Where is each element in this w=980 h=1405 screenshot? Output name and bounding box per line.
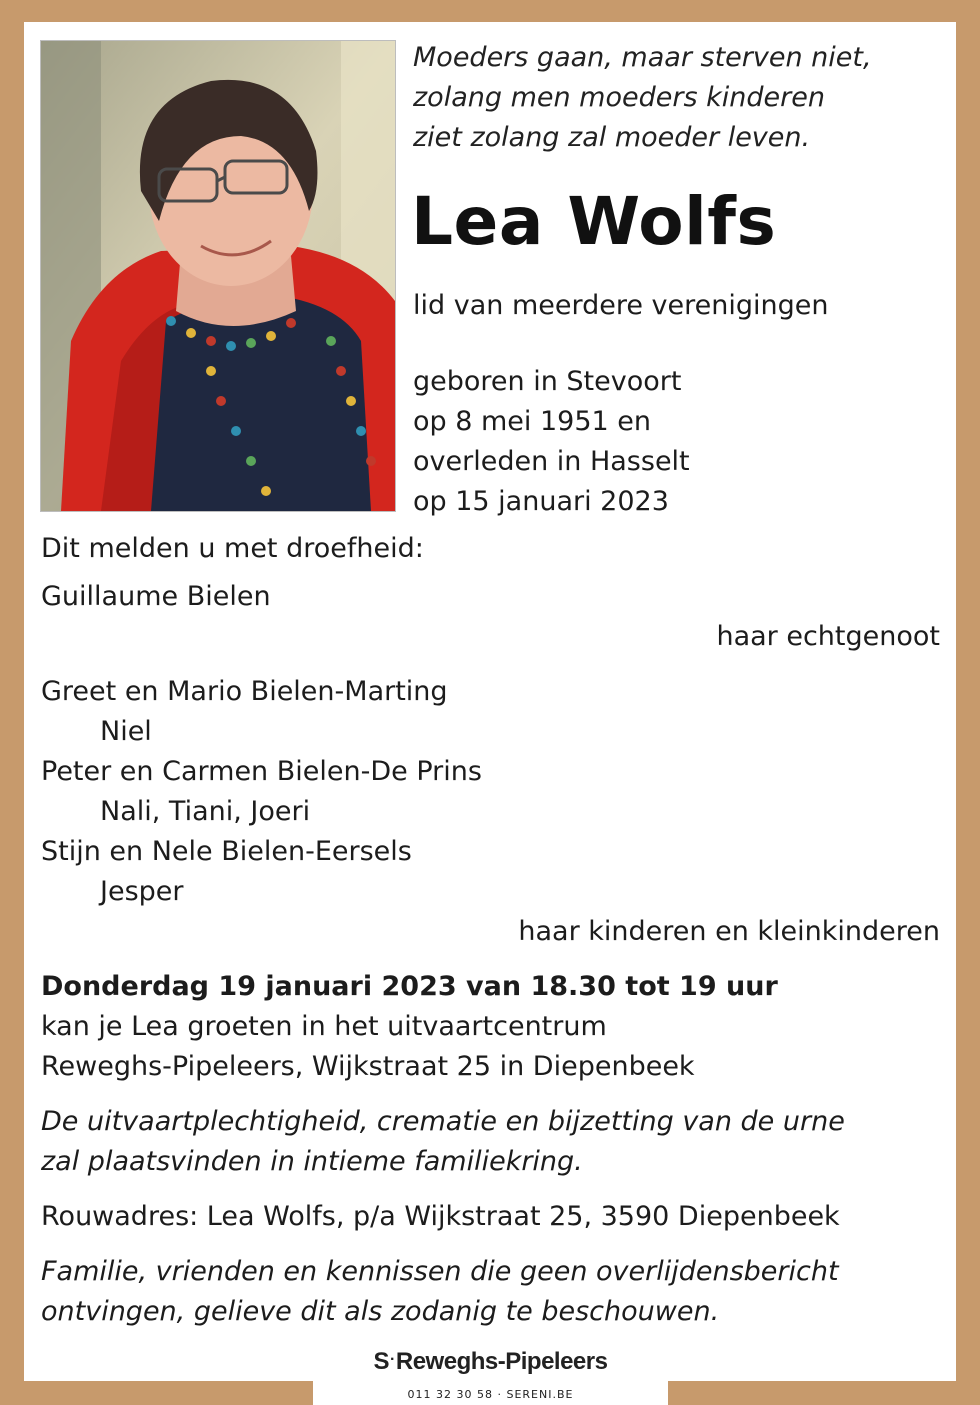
birth-place: geboren in Stevoort (413, 366, 682, 397)
portrait-illustration (41, 41, 395, 511)
quote-line-1: Moeders gaan, maar sterven niet, (413, 42, 872, 73)
child-3-parents: Stijn en Nele Bielen-Eersels (41, 836, 412, 867)
portrait-photo (40, 40, 396, 512)
visitation-datetime: Donderdag 19 januari 2023 van 18.30 tot 19 uur (41, 971, 778, 1002)
child-1-grandchildren: Niel (100, 716, 152, 747)
ceremony-line-1: De uitvaartplechtigheid, crematie en bijzetting van de urne (41, 1106, 845, 1137)
notice-line-1: Familie, vrienden en kennissen die geen overlijdensbericht (41, 1256, 839, 1287)
child-2-parents: Peter en Carmen Bielen-De Prins (41, 756, 482, 787)
birth-date: op 8 mei 1951 en (413, 406, 652, 437)
death-place: overleden in Hasselt (413, 446, 690, 477)
visitation-line-3: Reweghs-Pipeleers, Wijkstraat 25 in Diepenbeek (41, 1051, 695, 1082)
logo-name: Reweghs-Pipeleers (395, 1348, 608, 1375)
spouse-relation: haar echtgenoot (716, 621, 940, 652)
quote-line-3: ziet zolang zal moeder leven. (413, 122, 811, 153)
logo-dot-icon: · (390, 1351, 395, 1368)
deceased-description: lid van meerdere verenigingen (413, 290, 829, 321)
funeral-home-contact: 011 32 30 58 · SERENI.BE (407, 1388, 574, 1401)
announcement-intro: Dit melden u met droefheid: (41, 533, 424, 564)
deceased-name: Lea Wolfs (411, 183, 777, 260)
death-date: op 15 januari 2023 (413, 486, 669, 517)
child-3-grandchildren: Jesper (100, 876, 184, 907)
children-relation: haar kinderen en kleinkinderen (518, 916, 940, 947)
notice-line-2: ontvingen, gelieve dit als zodanig te beschouwen. (41, 1296, 720, 1327)
visitation-line-2: kan je Lea groeten in het uitvaartcentrum (41, 1011, 607, 1042)
ceremony-line-2: zal plaatsvinden in intieme familiekring. (41, 1146, 583, 1177)
spouse-name: Guillaume Bielen (41, 581, 271, 612)
logo-prefix: S (373, 1348, 390, 1375)
child-1-parents: Greet en Mario Bielen-Marting (41, 676, 448, 707)
child-2-grandchildren: Nali, Tiani, Joeri (100, 796, 311, 827)
mourning-address: Rouwadres: Lea Wolfs, p/a Wijkstraat 25, 3590 Diepenbeek (41, 1201, 840, 1232)
quote-line-2: zolang men moeders kinderen (413, 82, 825, 113)
funeral-home-logo (313, 1348, 668, 1376)
